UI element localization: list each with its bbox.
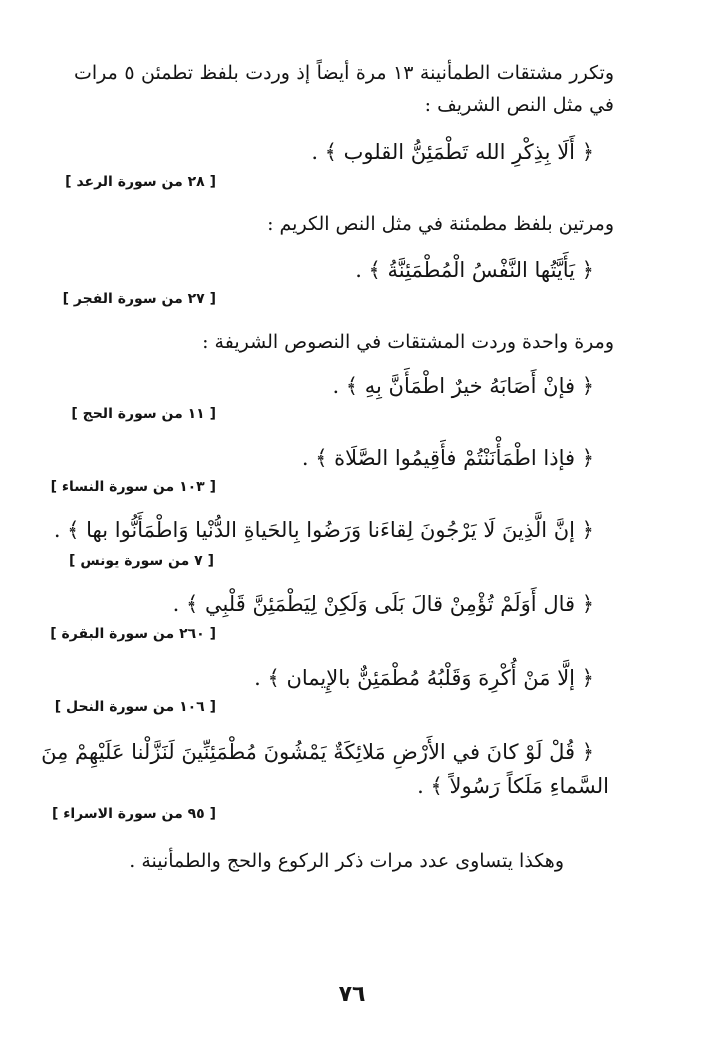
verse-4: ﴿ فإذا اطْمَأْنَنْتُمْ فأَقِيمُوا الصَّلَاة ﴾ . <box>301 446 594 470</box>
transition-once: ومرة واحدة وردت المشتقات في النصوص الشريفة : <box>202 331 614 353</box>
verse-8-reference: [ ٩٥ من سورة الاسراء ] <box>51 806 216 822</box>
conclusion: وهكذا يتساوى عدد مرات ذكر الركوع والحج والطمأنينة . <box>129 850 564 872</box>
verse-5: ﴿ إنَّ الَّذِينَ لَا يَرْجُونَ لِقاءَنا وَرَضُوا بِالحَياةِ الدُّنْيا وَاطْمَأَنُّوا بها ﴾ . <box>53 518 594 542</box>
intro-line-2: في مثل النص الشريف : <box>424 94 614 116</box>
verse-7: ﴿ إلَّا مَنْ أُكْرِهَ وَقَلْبُهُ مُطْمَئِنٌّ بالإِيمان ﴾ . <box>254 666 594 690</box>
verse-8-line-2: السَّماءِ مَلَكاً رَسُولاً ﴾ . <box>417 774 609 798</box>
verse-1: ﴿ أَلَا بِذِكْرِ الله تَطْمَئِنُّ القلوب ﴾ . <box>311 140 594 164</box>
transition-twice: ومرتين بلفظ مطمئنة في مثل النص الكريم : <box>267 213 614 235</box>
verse-5-reference: [ ٧ من سورة يونس ] <box>69 553 214 569</box>
verse-3-reference: [ ١١ من سورة الحج ] <box>71 406 216 422</box>
verse-2-reference: [ ٢٧ من سورة الفجر ] <box>62 291 216 307</box>
verse-2: ﴿ يَأَيَّتُها النَّفْسُ الْمُطْمَئِنَّةُ ﴾ . <box>355 258 594 282</box>
verse-6: ﴿ قال أَوَلَمْ تُؤْمِنْ قالَ بَلَى وَلَكِنْ لِيَطْمَئِنَّ قَلْبِي ﴾ . <box>172 592 594 616</box>
verse-7-reference: [ ١٠٦ من سورة النحل ] <box>54 699 216 715</box>
verse-3: ﴿ فإنْ أَصَابَهُ خيرٌ اطْمَأَنَّ بِهِ ﴾ . <box>332 374 594 398</box>
verse-8-line-1: ﴿ قُلْ لَوْ كانَ في الأَرْضِ مَلائِكَةٌ يَمْشُونَ مُطْمَئِنِّينَ لَنَزَّلْنا عَلَيْهِمْ مِنَ <box>41 740 594 764</box>
verse-1-reference: [ ٢٨ من سورة الرعد ] <box>65 174 216 190</box>
verse-4-reference: [ ١٠٣ من سورة النساء ] <box>50 479 216 495</box>
page-number: ٧٦ <box>338 982 366 1007</box>
intro-line-1: وتكرر مشتقات الطمأنينة ١٣ مرة أيضاً إذ وردت بلفظ تطمئن ٥ مرات <box>74 62 615 84</box>
verse-6-reference: [ ٢٦٠ من سورة البقرة ] <box>50 626 216 642</box>
